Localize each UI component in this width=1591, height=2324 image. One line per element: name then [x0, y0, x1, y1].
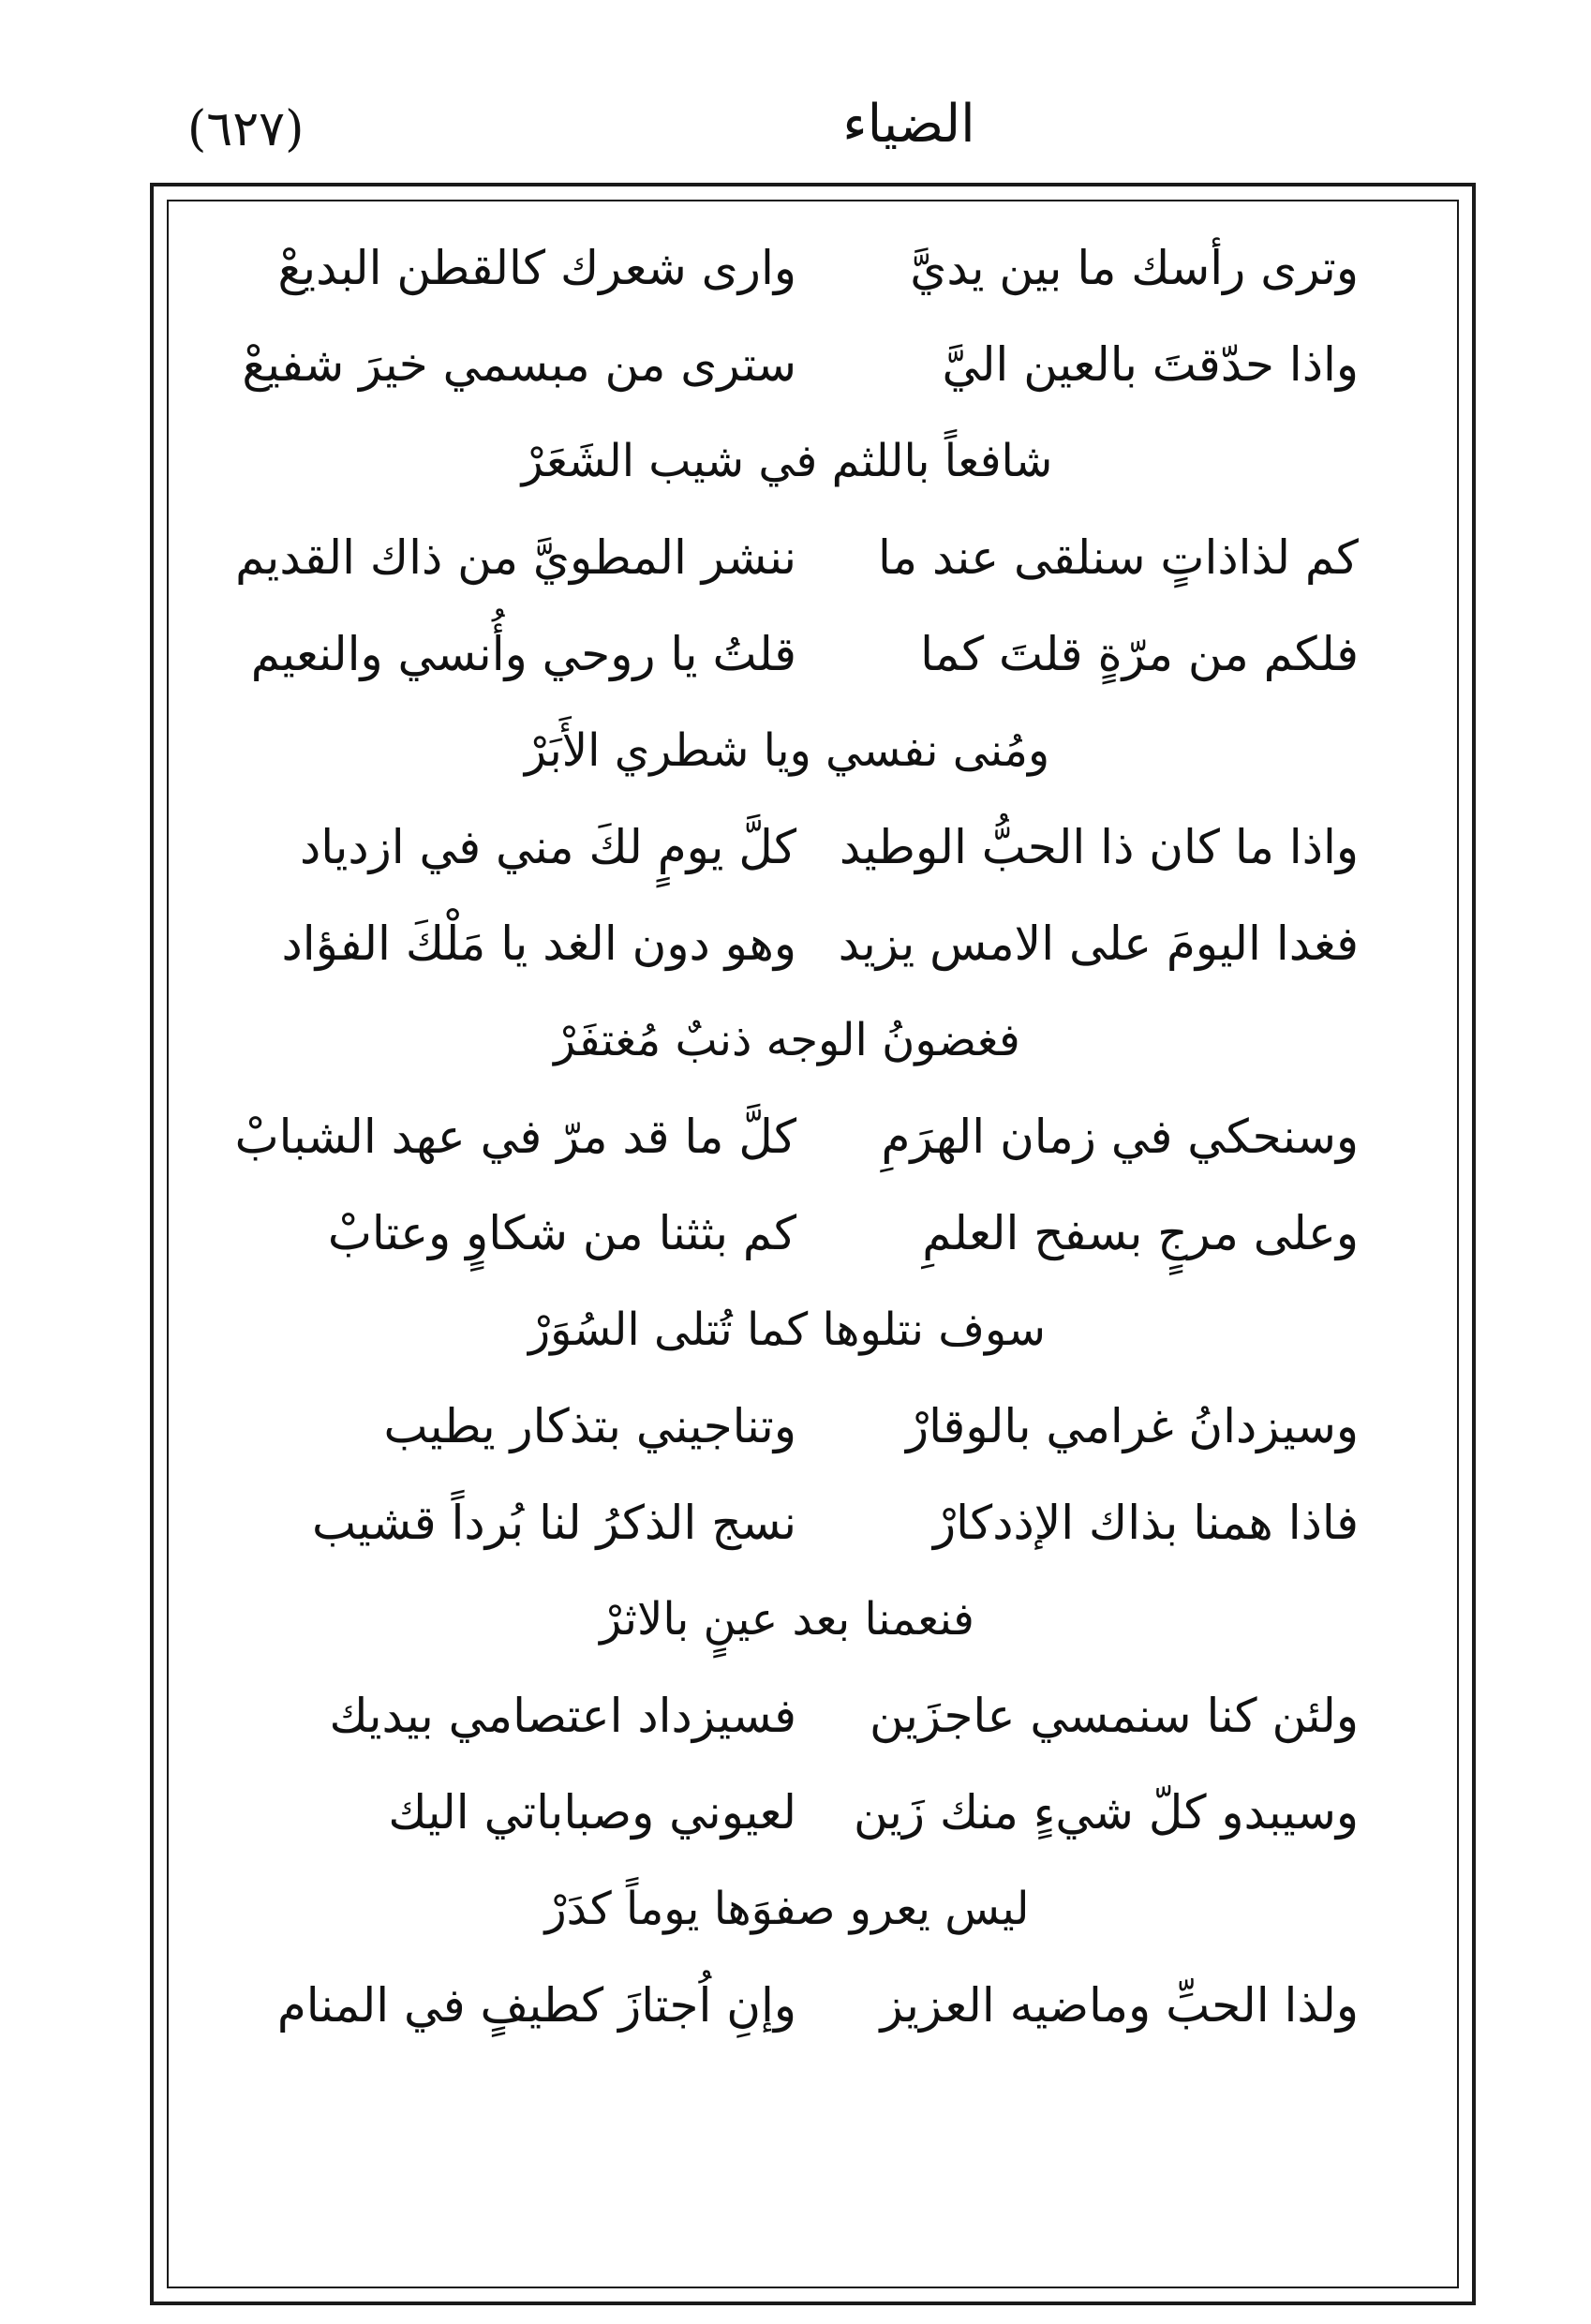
poem-line [216, 510, 1359, 606]
line-second-hemistich: فسيزداد اعتصامي بيديك [329, 1689, 796, 1743]
line-second-hemistich: نسج الذكرُ لنا بُرداً قشيب [311, 1496, 796, 1550]
line-second-hemistich: قلتُ يا روحي وأُنسي والنعيم [250, 627, 796, 681]
poem-line [216, 317, 1359, 413]
poem-body [216, 220, 1359, 2054]
stanza-refrain: ليس يعرو صفوَها يوماً كدَرْ [544, 1883, 1030, 1935]
line-first-hemistich: وترى رأسك ما بين يديَّ [910, 241, 1359, 295]
line-second-hemistich: سترى من مبسمي خيرَ شفيعْ [242, 337, 796, 392]
line-first-hemistich: واذا حدّقتَ بالعين اليَّ [942, 337, 1359, 392]
line-second-hemistich: كلَّ يومٍ لكَ مني في ازدياد [299, 820, 796, 874]
poem-line [216, 1378, 1359, 1475]
page-header [187, 94, 1452, 178]
line-second-hemistich: وإنِ اُجتازَ كطيفٍ في المنام [276, 1978, 796, 2033]
line-first-hemistich: وسيزدانُ غرامي بالوقارْ [906, 1399, 1359, 1453]
line-first-hemistich: كم لذاذاتٍ سنلقى عند ما [878, 530, 1359, 585]
line-first-hemistich: وسنحكي في زمان الهرَمِ [881, 1110, 1359, 1164]
stanza-refrain: فنعمنا بعد عينٍ بالاثرْ [600, 1593, 974, 1646]
line-first-hemistich: ولئن كنا سنمسي عاجزَين [869, 1689, 1359, 1743]
line-second-hemistich: ننشر المطويَّ من ذاك القديم [235, 530, 796, 585]
page-number: (٦٢٧) [187, 101, 305, 157]
poem-line [216, 1089, 1359, 1185]
line-first-hemistich: وسيبدو كلّ شيءٍ منك زَين [853, 1785, 1359, 1840]
line-first-hemistich: فغدا اليومَ على الامس يزيد [838, 916, 1359, 971]
stanza-refrain: شافعاً باللثم في شيب الشَعَرْ [521, 435, 1053, 487]
line-first-hemistich: فاذا همنا بذاك الإذدكارْ [933, 1496, 1359, 1550]
poem-line [216, 896, 1359, 992]
poem-line [216, 1668, 1359, 1765]
line-second-hemistich: وهو دون الغد يا مَلْكَ الفؤاد [281, 916, 796, 971]
stanza-refrain: فغضونُ الوجه ذنبٌ مُغتفَرْ [554, 1014, 1020, 1066]
line-second-hemistich: كم بثثنا من شكاوٍ وعتابْ [327, 1206, 796, 1260]
poem-line [216, 1765, 1359, 1861]
line-first-hemistich: فلكم من مرّةٍ قلتَ كما [920, 627, 1359, 681]
poem-line [216, 1958, 1359, 2054]
poem-line [216, 1475, 1359, 1572]
poem-line [216, 220, 1359, 317]
line-second-hemistich: وارى شعرك كالقطن البديعْ [277, 241, 796, 295]
stanza-refrain: سوف نتلوها كما تُتلى السُوَرْ [528, 1304, 1046, 1356]
line-first-hemistich: وعلى مرجٍ بسفح العلمِ [922, 1206, 1359, 1260]
line-second-hemistich: كلَّ ما قد مرّ في عهد الشبابْ [234, 1110, 796, 1164]
poem-line [216, 1185, 1359, 1282]
poem-line [216, 606, 1359, 703]
running-title: الضياء [842, 94, 975, 155]
line-second-hemistich: وتناجيني بتذكار يطيب [383, 1399, 796, 1453]
line-first-hemistich: واذا ما كان ذا الحبُّ الوطيد [839, 820, 1359, 874]
line-second-hemistich: لعيوني وصباباتي اليك [388, 1785, 796, 1840]
poem-line [216, 799, 1359, 896]
line-first-hemistich: ولذا الحبِّ وماضيه العزيز [880, 1978, 1359, 2033]
stanza-refrain: ومُنى نفسي ويا شطري الأَبَرْ [524, 724, 1050, 777]
